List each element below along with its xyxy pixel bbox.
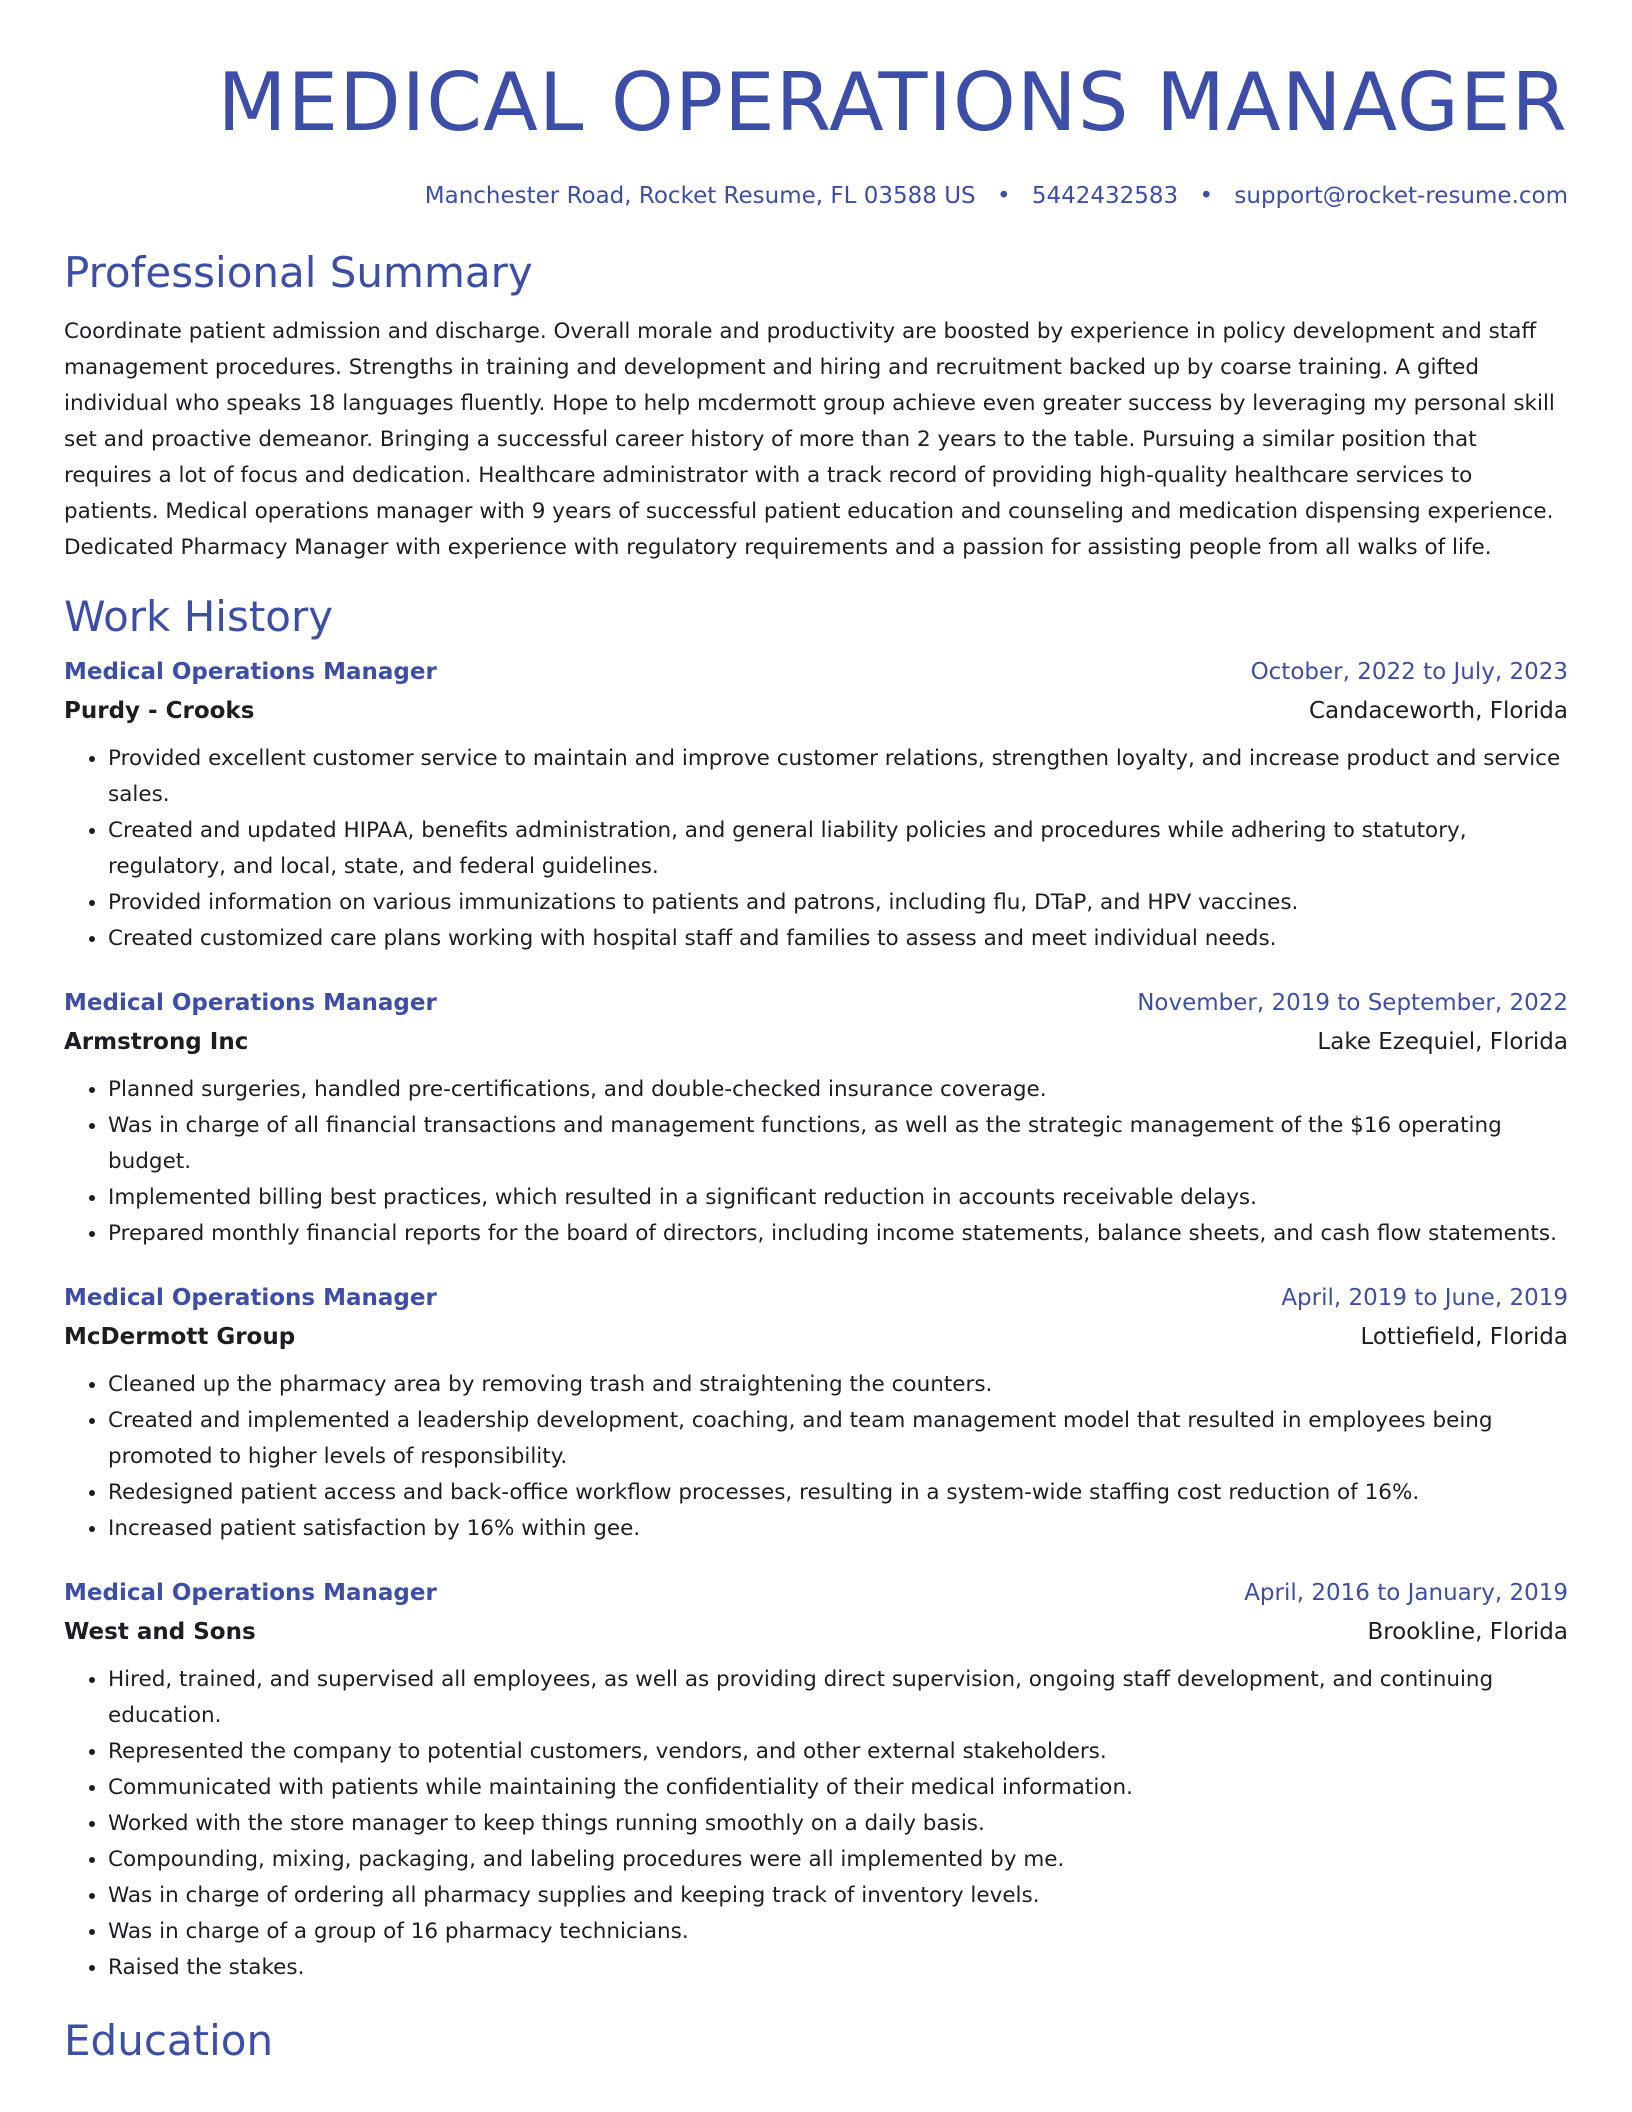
job-bullet-list [64,1662,1568,1986]
job-bullet: • Was in charge of a group of 16 pharmacy technicians. [108,1914,1568,1950]
job-company: Armstrong Inc [64,1029,249,1055]
job-role: Medical Operations Manager [64,1580,437,1606]
contact-phone: 5442432583 [1031,183,1179,209]
job-company-row [64,688,1568,727]
job-bullet: • Implemented billing best practices, which resulted in a significant reduction in accounts receivable delays. [108,1180,1568,1216]
job-role-row [64,987,1568,1019]
resume-page [64,0,1568,2066]
job-role-row [64,1282,1568,1314]
job-bullet: • Represented the company to potential customers, vendors, and other external stakeholders. [108,1734,1568,1770]
job-bullet: • Hired, trained, and supervised all employees, as well as providing direct supervision, ongoing staff development, and continuing education. [108,1662,1568,1734]
job-location: Brookline, Florida [1367,1619,1568,1645]
education-heading: Education [64,2016,274,2065]
job-bullet: • Planned surgeries, handled pre-certifications, and double-checked insurance coverage. [108,1072,1568,1108]
job-location: Candaceworth, Florida [1308,698,1568,724]
job-company-row [64,1019,1568,1058]
job-bullet: • Compounding, mixing, packaging, and labeling procedures were all implemented by me. [108,1842,1568,1878]
job-bullet: • Created and updated HIPAA, benefits administration, and general liability policies and procedures while adhering to statutory, regulatory, and local, state, and federal guidelines. [108,813,1568,885]
job-bullet-list [64,1367,1568,1547]
contact-email: support@rocket-resume.com [1234,183,1568,209]
job-bullet: • Was in charge of ordering all pharmacy supplies and keeping track of inventory levels. [108,1878,1568,1914]
job-bullet-list [64,1072,1568,1252]
job-location: Lottiefield, Florida [1360,1324,1568,1350]
job-bullet: • Provided excellent customer service to maintain and improve customer relations, strengthen loyalty, and increase product and service sales. [108,741,1568,813]
contact-separator: • [996,183,1011,209]
job-role: Medical Operations Manager [64,990,437,1016]
job-dates: October, 2022 to July, 2023 [1250,659,1568,685]
job-dates: April, 2019 to June, 2019 [1281,1285,1568,1311]
contact-line [64,182,1568,210]
job-company: Purdy - Crooks [64,698,255,724]
job-dates: April, 2016 to January, 2019 [1244,1580,1568,1606]
summary-text: Coordinate patient admission and discharge. Overall morale and productivity are boosted by experience in policy development and staff management procedures. Strengths in training and development and hiring and recruitment backed up by coarse training. A gifted individual who speaks 18 languages fluently. Hope to help mcdermott group achieve even greater success by leveraging my personal skill set and proactive demeanor. Bringing a successful career history of more than 2 years to the table. Pursuing a similar position that requires a lot of focus and dedication. Healthcare administrator with a track record of providing high-quality healthcare services to patients. Medical operations manager with 9 years of successful patient education and counseling and medication dispensing experience. Dedicated Pharmacy Manager with experience with regulatory requirements and a passion for assisting people from all walks of life. [64,319,1555,560]
work-history-heading: Work History [64,592,334,641]
job-bullet: • Cleaned up the pharmacy area by removing trash and straightening the counters. [108,1367,1568,1403]
job-entry [64,1282,1568,1547]
job-company: McDermott Group [64,1324,296,1350]
job-company: West and Sons [64,1619,256,1645]
job-bullet: • Communicated with patients while maintaining the confidentiality of their medical information. [108,1770,1568,1806]
contact-address: Manchester Road, Rocket Resume, FL 03588 US [424,183,976,209]
resume-title: MEDICAL OPERATIONS MANAGER [217,56,1568,149]
job-bullet: • Worked with the store manager to keep things running smoothly on a daily basis. [108,1806,1568,1842]
job-entry [64,1577,1568,1986]
job-list [64,656,1568,1986]
contact-separator: • [1199,183,1214,209]
job-bullet: • Provided information on various immunizations to patients and patrons, including flu, DTaP, and HPV vaccines. [108,885,1568,921]
job-bullet: • Redesigned patient access and back-office workflow processes, resulting in a system-wide staffing cost reduction of 16%. [108,1475,1568,1511]
job-role-row [64,656,1568,688]
job-bullet: • Raised the stakes. [108,1950,1568,1986]
summary-heading: Professional Summary [64,248,533,297]
job-role: Medical Operations Manager [64,659,437,685]
job-role-row [64,1577,1568,1609]
job-bullet: • Prepared monthly financial reports for the board of directors, including income statements, balance sheets, and cash flow statements. [108,1216,1568,1252]
job-entry [64,656,1568,957]
job-entry [64,987,1568,1252]
job-bullet: • Created customized care plans working with hospital staff and families to assess and meet individual needs. [108,921,1568,957]
job-location: Lake Ezequiel, Florida [1317,1029,1568,1055]
job-company-row [64,1609,1568,1648]
job-company-row [64,1314,1568,1353]
job-dates: November, 2019 to September, 2022 [1137,990,1568,1016]
job-bullet: • Increased patient satisfaction by 16% within gee. [108,1511,1568,1547]
job-role: Medical Operations Manager [64,1285,437,1311]
job-bullet-list [64,741,1568,957]
job-bullet: • Created and implemented a leadership development, coaching, and team management model that resulted in employees being promoted to higher levels of responsibility. [108,1403,1568,1475]
job-bullet: • Was in charge of all financial transactions and management functions, as well as the strategic management of the $16 operating budget. [108,1108,1568,1180]
